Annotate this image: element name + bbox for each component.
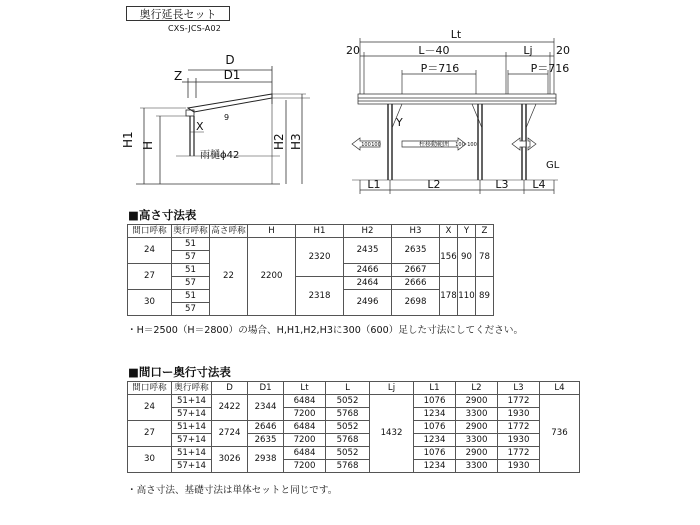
side-label-h3: H3 bbox=[289, 133, 303, 150]
depth-table-title: ■間口ー奥行寸法表 bbox=[128, 365, 231, 379]
table-cell: 7200 bbox=[284, 460, 326, 473]
table-cell: 2666 bbox=[392, 277, 440, 290]
header-cell: H1 bbox=[296, 225, 344, 238]
table-cell: 1930 bbox=[498, 434, 540, 447]
table-cell: 57+14 bbox=[172, 408, 212, 421]
table-row bbox=[128, 238, 494, 251]
table-cell: 1930 bbox=[498, 408, 540, 421]
table-cell: 2318 bbox=[296, 277, 344, 316]
table-header-row bbox=[128, 382, 580, 395]
table-cell: 1234 bbox=[414, 460, 456, 473]
table-cell: 27 bbox=[128, 264, 172, 290]
table-cell: 1076 bbox=[414, 421, 456, 434]
table-cell: 2900 bbox=[456, 395, 498, 408]
table-cell: 1772 bbox=[498, 421, 540, 434]
depth-table bbox=[127, 381, 580, 473]
table-cell: 90 bbox=[458, 238, 476, 277]
front-label-gl: GL bbox=[546, 160, 560, 171]
front-label-l3: L3 bbox=[495, 178, 509, 191]
front-label-20-left: 20 bbox=[346, 44, 360, 57]
side-label-h: H bbox=[141, 140, 155, 150]
table-cell: 24 bbox=[128, 395, 172, 421]
table-cell: 1772 bbox=[498, 395, 540, 408]
header-cell: 奥行呼称 bbox=[172, 382, 212, 395]
table-cell: 2496 bbox=[344, 290, 392, 316]
table-cell: 3026 bbox=[212, 447, 248, 473]
front-label-100-d: 100 bbox=[467, 142, 477, 148]
table-cell: 3300 bbox=[456, 408, 498, 421]
table-cell: 2635 bbox=[248, 434, 284, 447]
front-label-l4: L4 bbox=[532, 178, 546, 191]
header-cell: H2 bbox=[344, 225, 392, 238]
set-title: 奥行延長セット bbox=[126, 6, 230, 21]
table-row bbox=[128, 434, 580, 447]
table-header-row bbox=[128, 225, 494, 238]
header-cell: L2 bbox=[456, 382, 498, 395]
front-label-lt: Lt bbox=[450, 28, 462, 41]
header-cell: L bbox=[326, 382, 370, 395]
table-cell: 30 bbox=[128, 290, 172, 316]
table-cell: 51 bbox=[172, 238, 210, 251]
side-label-z: Z bbox=[174, 69, 183, 83]
table-cell: 6484 bbox=[284, 421, 326, 434]
table-cell: 2900 bbox=[456, 447, 498, 460]
table-cell: 2435 bbox=[344, 238, 392, 264]
table-row bbox=[128, 447, 580, 460]
front-label-range: 柱移動範囲 bbox=[418, 141, 450, 148]
header-cell: X bbox=[440, 225, 458, 238]
header-cell: H3 bbox=[392, 225, 440, 238]
table-cell: 5768 bbox=[326, 408, 370, 421]
front-label-20-right: 20 bbox=[556, 44, 570, 57]
table-cell: 2200 bbox=[248, 238, 296, 316]
table-cell: 1772 bbox=[498, 447, 540, 460]
table-cell: 2320 bbox=[296, 238, 344, 277]
table-cell: 57 bbox=[172, 277, 210, 290]
header-cell: H bbox=[248, 225, 296, 238]
table-cell: 2635 bbox=[392, 238, 440, 264]
table-cell: 1234 bbox=[414, 408, 456, 421]
side-label-d: D bbox=[225, 53, 235, 67]
front-label-100-a: 100 bbox=[361, 142, 371, 148]
table-cell: 2646 bbox=[248, 421, 284, 434]
table-cell: 736 bbox=[540, 395, 580, 473]
table-row bbox=[128, 421, 580, 434]
header-cell: Lj bbox=[370, 382, 414, 395]
table-cell: 2667 bbox=[392, 264, 440, 277]
table-cell: 2344 bbox=[248, 395, 284, 421]
front-label-100-b: 100 bbox=[371, 142, 381, 148]
table-cell: 51+14 bbox=[172, 447, 212, 460]
header-cell: 間口呼称 bbox=[128, 382, 172, 395]
header-cell: Z bbox=[476, 225, 494, 238]
header-cell: 奥行呼称 bbox=[173, 225, 208, 236]
table-cell: 78 bbox=[476, 238, 494, 277]
header-cell: D bbox=[212, 382, 248, 395]
table-cell: 5768 bbox=[326, 434, 370, 447]
header-cell: 間口呼称 bbox=[128, 225, 172, 238]
table-row bbox=[128, 277, 494, 290]
side-label-h1: H1 bbox=[121, 131, 135, 148]
table-cell: 22 bbox=[210, 238, 248, 316]
table-cell: 2464 bbox=[344, 277, 392, 290]
header-cell: Y bbox=[458, 225, 476, 238]
table-cell: 156 bbox=[440, 238, 458, 277]
table-cell: 51 bbox=[172, 290, 210, 303]
table-cell: 178 bbox=[440, 277, 458, 316]
header-cell: L3 bbox=[498, 382, 540, 395]
table-cell: 5052 bbox=[326, 395, 370, 408]
table-cell: 1432 bbox=[370, 395, 414, 473]
table-cell: 2466 bbox=[344, 264, 392, 277]
table-cell: 5052 bbox=[326, 447, 370, 460]
header-cell: 高さ呼称 bbox=[211, 225, 246, 236]
table-cell: 24 bbox=[128, 238, 172, 264]
front-label-pitch-1: P＝716 bbox=[420, 62, 460, 75]
front-label-l1: L1 bbox=[367, 178, 381, 191]
table-cell: 57+14 bbox=[172, 460, 212, 473]
table-cell: 2938 bbox=[248, 447, 284, 473]
table-row bbox=[128, 408, 580, 421]
table-cell: 89 bbox=[476, 277, 494, 316]
table-cell: 5768 bbox=[326, 460, 370, 473]
table-cell: 1234 bbox=[414, 434, 456, 447]
header-cell: Lt bbox=[284, 382, 326, 395]
header-cell: L1 bbox=[414, 382, 456, 395]
table-cell: 27 bbox=[128, 421, 172, 447]
side-view-diagram bbox=[120, 36, 320, 196]
height-table bbox=[127, 224, 494, 316]
table-cell: 3300 bbox=[456, 434, 498, 447]
side-label-d1: D1 bbox=[223, 68, 241, 82]
table-cell: 57 bbox=[172, 303, 210, 316]
front-label-y: Y bbox=[396, 116, 403, 129]
table-cell: 51 bbox=[172, 264, 210, 277]
header-cell: L4 bbox=[540, 382, 580, 395]
side-label-h2: H2 bbox=[272, 133, 286, 150]
table-cell: 57 bbox=[172, 251, 210, 264]
depth-table-note: ・高さ寸法、基礎寸法は単体セットと同じです。 bbox=[127, 485, 338, 496]
table-cell: 7200 bbox=[284, 434, 326, 447]
table-cell: 1076 bbox=[414, 395, 456, 408]
front-label-100-c: 100 bbox=[455, 142, 465, 148]
table-cell: 7200 bbox=[284, 408, 326, 421]
table-cell: 30 bbox=[128, 447, 172, 473]
header-cell: D1 bbox=[248, 382, 284, 395]
table-cell: 5052 bbox=[326, 421, 370, 434]
front-view-diagram bbox=[336, 28, 570, 196]
table-cell: 2724 bbox=[212, 421, 248, 447]
side-label-nine: 9 bbox=[224, 113, 230, 122]
height-table-note: ・H＝2500（H＝2800）の場合、H,H1,H2,H3に300（600）足した寸法にしてください。 bbox=[127, 325, 524, 336]
table-cell: 6484 bbox=[284, 447, 326, 460]
table-cell: 1076 bbox=[414, 447, 456, 460]
table-row bbox=[128, 460, 580, 473]
table-cell: 57+14 bbox=[172, 434, 212, 447]
height-table-title: ■高さ寸法表 bbox=[128, 208, 197, 222]
table-cell: 6484 bbox=[284, 395, 326, 408]
table-row bbox=[128, 395, 580, 408]
table-cell: 1930 bbox=[498, 460, 540, 473]
front-label-l-minus-40: L－40 bbox=[418, 44, 450, 57]
front-label-lj: Lj bbox=[523, 44, 533, 57]
product-code: CXS-JCS-A02 bbox=[168, 24, 222, 33]
table-cell: 2900 bbox=[456, 421, 498, 434]
table-cell: 2698 bbox=[392, 290, 440, 316]
front-label-pitch-2: P＝716 bbox=[530, 62, 570, 75]
table-cell: 51+14 bbox=[172, 395, 212, 408]
table-cell: 3300 bbox=[456, 460, 498, 473]
side-label-gutter: 雨樋ϕ42 bbox=[200, 150, 240, 161]
table-cell: 51+14 bbox=[172, 421, 212, 434]
table-cell: 2422 bbox=[212, 395, 248, 421]
side-label-x: X bbox=[196, 120, 204, 133]
table-cell: 110 bbox=[458, 277, 476, 316]
front-label-l2: L2 bbox=[427, 178, 441, 191]
